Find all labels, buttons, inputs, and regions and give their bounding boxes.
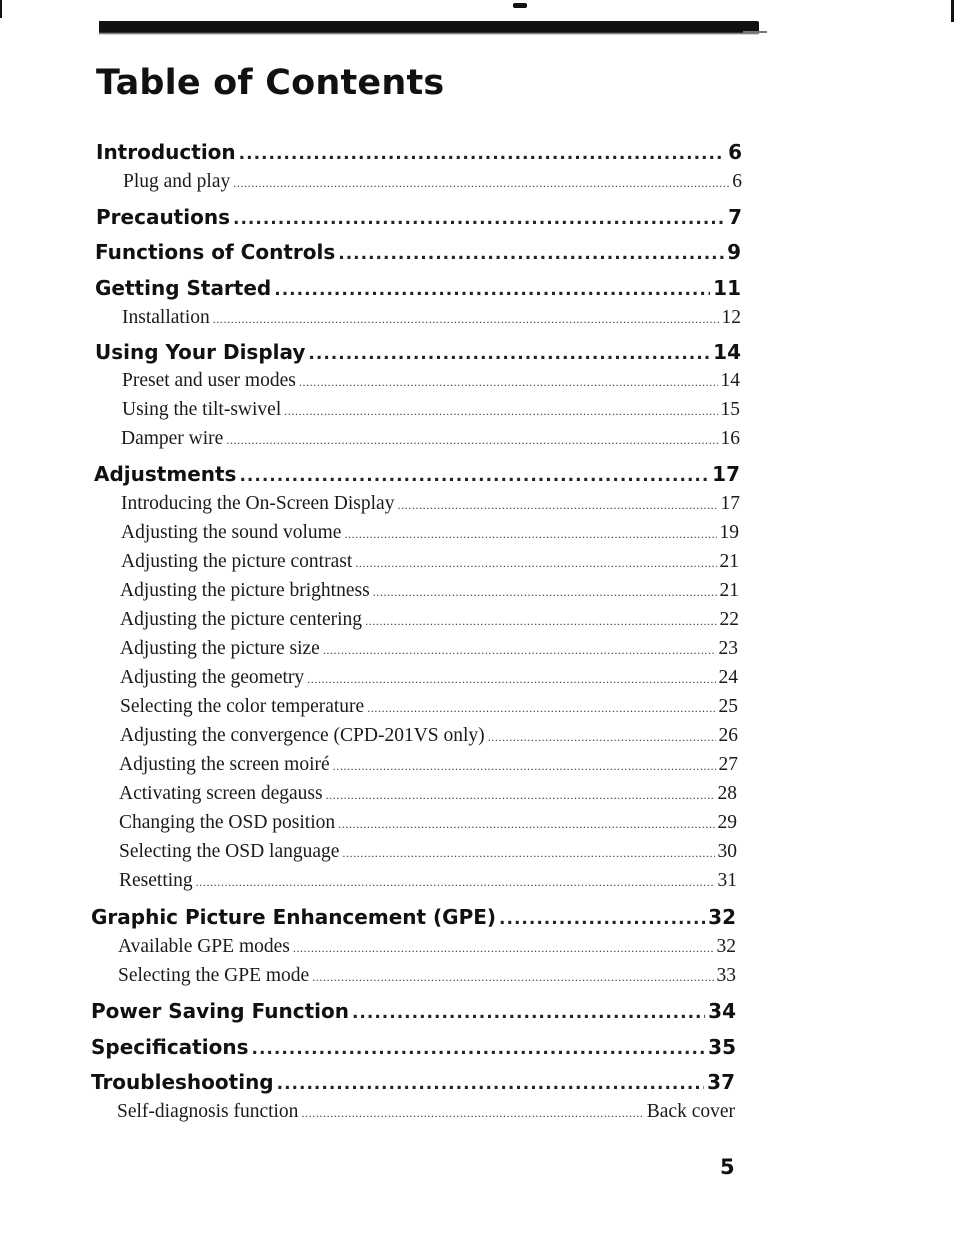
- dot-leader: [352, 1003, 705, 1023]
- dot-leader: [499, 909, 705, 929]
- dot-leader: [277, 1074, 705, 1094]
- dot-leader: [196, 875, 715, 890]
- toc-subsection-entry[interactable]: [118, 965, 736, 987]
- toc-entry-page: 16: [720, 428, 740, 449]
- toc-entry-page: 37: [707, 1070, 735, 1094]
- toc-entry-page: 6: [732, 171, 742, 192]
- dot-leader: [367, 701, 715, 716]
- toc-entry-title: Self-diagnosis function: [117, 1101, 299, 1122]
- toc-subsection-entry[interactable]: [123, 171, 742, 193]
- toc-entry-title: Introduction: [96, 140, 236, 164]
- dot-leader: [301, 1106, 643, 1121]
- toc-section-entry[interactable]: [95, 240, 741, 264]
- toc-entry-page: 14: [713, 340, 741, 364]
- toc-entry-page: 7: [728, 205, 742, 229]
- toc-entry-title: Preset and user modes: [122, 370, 296, 391]
- dot-leader: [342, 846, 714, 861]
- toc-section-entry[interactable]: [91, 999, 736, 1023]
- toc-entry-page: 26: [718, 725, 738, 746]
- dot-leader: [355, 556, 716, 571]
- toc-entry-page: 17: [712, 462, 740, 486]
- toc-entry-page: 31: [717, 870, 737, 891]
- toc-entry-page: 21: [719, 551, 739, 572]
- dot-leader: [226, 433, 717, 448]
- toc-entry-title: Adjusting the sound volume: [121, 522, 342, 543]
- toc-entry-title: Adjusting the picture contrast: [121, 551, 353, 572]
- toc-subsection-entry[interactable]: [120, 667, 738, 689]
- toc-section-entry[interactable]: [96, 140, 742, 164]
- dot-leader: [397, 498, 717, 513]
- toc-section-entry[interactable]: [91, 1070, 735, 1094]
- toc-subsection-entry[interactable]: [119, 783, 737, 805]
- toc-entry-page: 15: [720, 399, 740, 420]
- toc-entry-title: Adjustments: [94, 462, 237, 486]
- toc-entry-title: Adjusting the picture brightness: [120, 580, 370, 601]
- toc-entry-title: Functions of Controls: [95, 240, 336, 264]
- toc-entry-page: 22: [719, 609, 739, 630]
- toc-subsection-entry[interactable]: [118, 936, 736, 958]
- dot-leader: [213, 312, 719, 327]
- toc-entry-page: 34: [708, 999, 736, 1023]
- toc-entry-page: 27: [718, 754, 738, 775]
- dot-leader: [488, 730, 716, 745]
- toc-subsection-entry[interactable]: [119, 812, 737, 834]
- dot-leader: [365, 614, 716, 629]
- toc-entry-title: Selecting the GPE mode: [118, 965, 310, 986]
- dot-leader: [293, 941, 714, 956]
- dot-leader: [326, 788, 715, 803]
- toc-subsection-entry[interactable]: [120, 638, 738, 660]
- dot-leader: [233, 209, 725, 229]
- toc-entry-title: Adjusting the geometry: [120, 667, 305, 688]
- toc-subsection-entry[interactable]: [121, 522, 739, 544]
- dot-leader: [338, 244, 724, 264]
- toc-entry-title: Adjusting the convergence (CPD-201VS only): [120, 725, 485, 746]
- dot-leader: [239, 144, 725, 164]
- toc-subsection-entry[interactable]: [119, 870, 737, 892]
- toc-subsection-entry[interactable]: [117, 1101, 735, 1123]
- toc-entry-title: Resetting: [119, 870, 193, 891]
- toc-entry-page: 11: [713, 276, 741, 300]
- toc-entry-page: 23: [718, 638, 738, 659]
- dot-leader: [338, 817, 714, 832]
- toc-entry-title: Available GPE modes: [118, 936, 290, 957]
- toc-entry-title: Introducing the On-Screen Display: [121, 493, 395, 514]
- toc-subsection-entry[interactable]: [121, 493, 740, 515]
- toc-section-entry[interactable]: [95, 340, 741, 364]
- toc-entry-title: Changing the OSD position: [119, 812, 336, 833]
- toc-subsection-entry[interactable]: [121, 551, 739, 573]
- toc-subsection-entry[interactable]: [119, 754, 738, 776]
- toc-entry-title: Power Saving Function: [91, 999, 349, 1023]
- toc-entry-title: Adjusting the picture centering: [120, 609, 363, 630]
- dot-leader: [373, 585, 717, 600]
- toc-entry-title: Activating screen degauss: [119, 783, 323, 804]
- toc-section-entry[interactable]: [96, 205, 742, 229]
- toc-subsection-entry[interactable]: [120, 696, 738, 718]
- dot-leader: [239, 466, 709, 486]
- toc-entry-title: Selecting the color temperature: [120, 696, 365, 717]
- toc-entry-title: Using the tilt-swivel: [122, 399, 282, 420]
- toc-entry-page: 32: [716, 936, 736, 957]
- toc-entry-page: 6: [728, 140, 742, 164]
- toc-entry-title: Damper wire: [121, 428, 224, 449]
- toc-entry-page: 33: [716, 965, 736, 986]
- toc-subsection-entry[interactable]: [122, 370, 740, 392]
- dot-leader: [307, 672, 715, 687]
- toc-entry-page: 19: [719, 522, 739, 543]
- toc-subsection-entry[interactable]: [120, 580, 739, 602]
- toc-entry-title: Troubleshooting: [91, 1070, 274, 1094]
- toc-entry-title: Installation: [122, 307, 210, 328]
- toc-section-entry[interactable]: [91, 905, 736, 929]
- dot-leader: [308, 344, 710, 364]
- dot-leader: [233, 176, 729, 191]
- toc-entry-title: Precautions: [96, 205, 230, 229]
- toc-entry-title: Using Your Display: [95, 340, 306, 364]
- toc-entry-page: 9: [727, 240, 741, 264]
- toc-entry-title: Graphic Picture Enhancement (GPE): [91, 905, 497, 929]
- toc-subsection-entry[interactable]: [122, 399, 740, 421]
- toc-subsection-entry[interactable]: [121, 428, 740, 450]
- page-number: 5: [720, 1155, 735, 1179]
- toc-section-entry[interactable]: [95, 276, 741, 300]
- toc-subsection-entry[interactable]: [120, 725, 738, 747]
- toc-entry-page: 32: [708, 905, 736, 929]
- toc-entry-page: 12: [721, 307, 741, 328]
- page-title: Table of Contents: [96, 63, 445, 103]
- dot-leader: [312, 970, 713, 985]
- dot-leader: [344, 527, 716, 542]
- toc-entry-page: 28: [717, 783, 737, 804]
- toc-subsection-entry[interactable]: [120, 609, 739, 631]
- toc-entry-page: 29: [717, 812, 737, 833]
- toc-entry-page: 30: [717, 841, 737, 862]
- dot-leader: [299, 375, 718, 390]
- toc-entry-page: Back cover: [646, 1101, 735, 1122]
- dot-leader: [251, 1039, 705, 1059]
- dot-leader: [274, 280, 710, 300]
- toc-entry-title: Selecting the OSD language: [119, 841, 340, 862]
- toc-subsection-entry[interactable]: [119, 841, 737, 863]
- toc-entry-page: 21: [719, 580, 739, 601]
- dot-leader: [284, 404, 717, 419]
- toc-section-entry[interactable]: [94, 462, 740, 486]
- toc-entry-page: 35: [708, 1035, 736, 1059]
- toc-entry-title: Adjusting the screen moiré: [119, 754, 330, 775]
- dot-leader: [333, 759, 716, 774]
- toc-entry-page: 25: [718, 696, 738, 717]
- toc-subsection-entry[interactable]: [122, 307, 741, 329]
- toc-section-entry[interactable]: [91, 1035, 736, 1059]
- toc-entry-title: Specifications: [91, 1035, 249, 1059]
- toc-entry-page: 17: [720, 493, 740, 514]
- toc-entry-page: 24: [718, 667, 738, 688]
- toc-entry-title: Adjusting the picture size: [120, 638, 320, 659]
- toc-entry-title: Getting Started: [95, 276, 272, 300]
- dot-leader: [323, 643, 716, 658]
- toc-entry-page: 14: [720, 370, 740, 391]
- toc-entry-title: Plug and play: [123, 171, 231, 192]
